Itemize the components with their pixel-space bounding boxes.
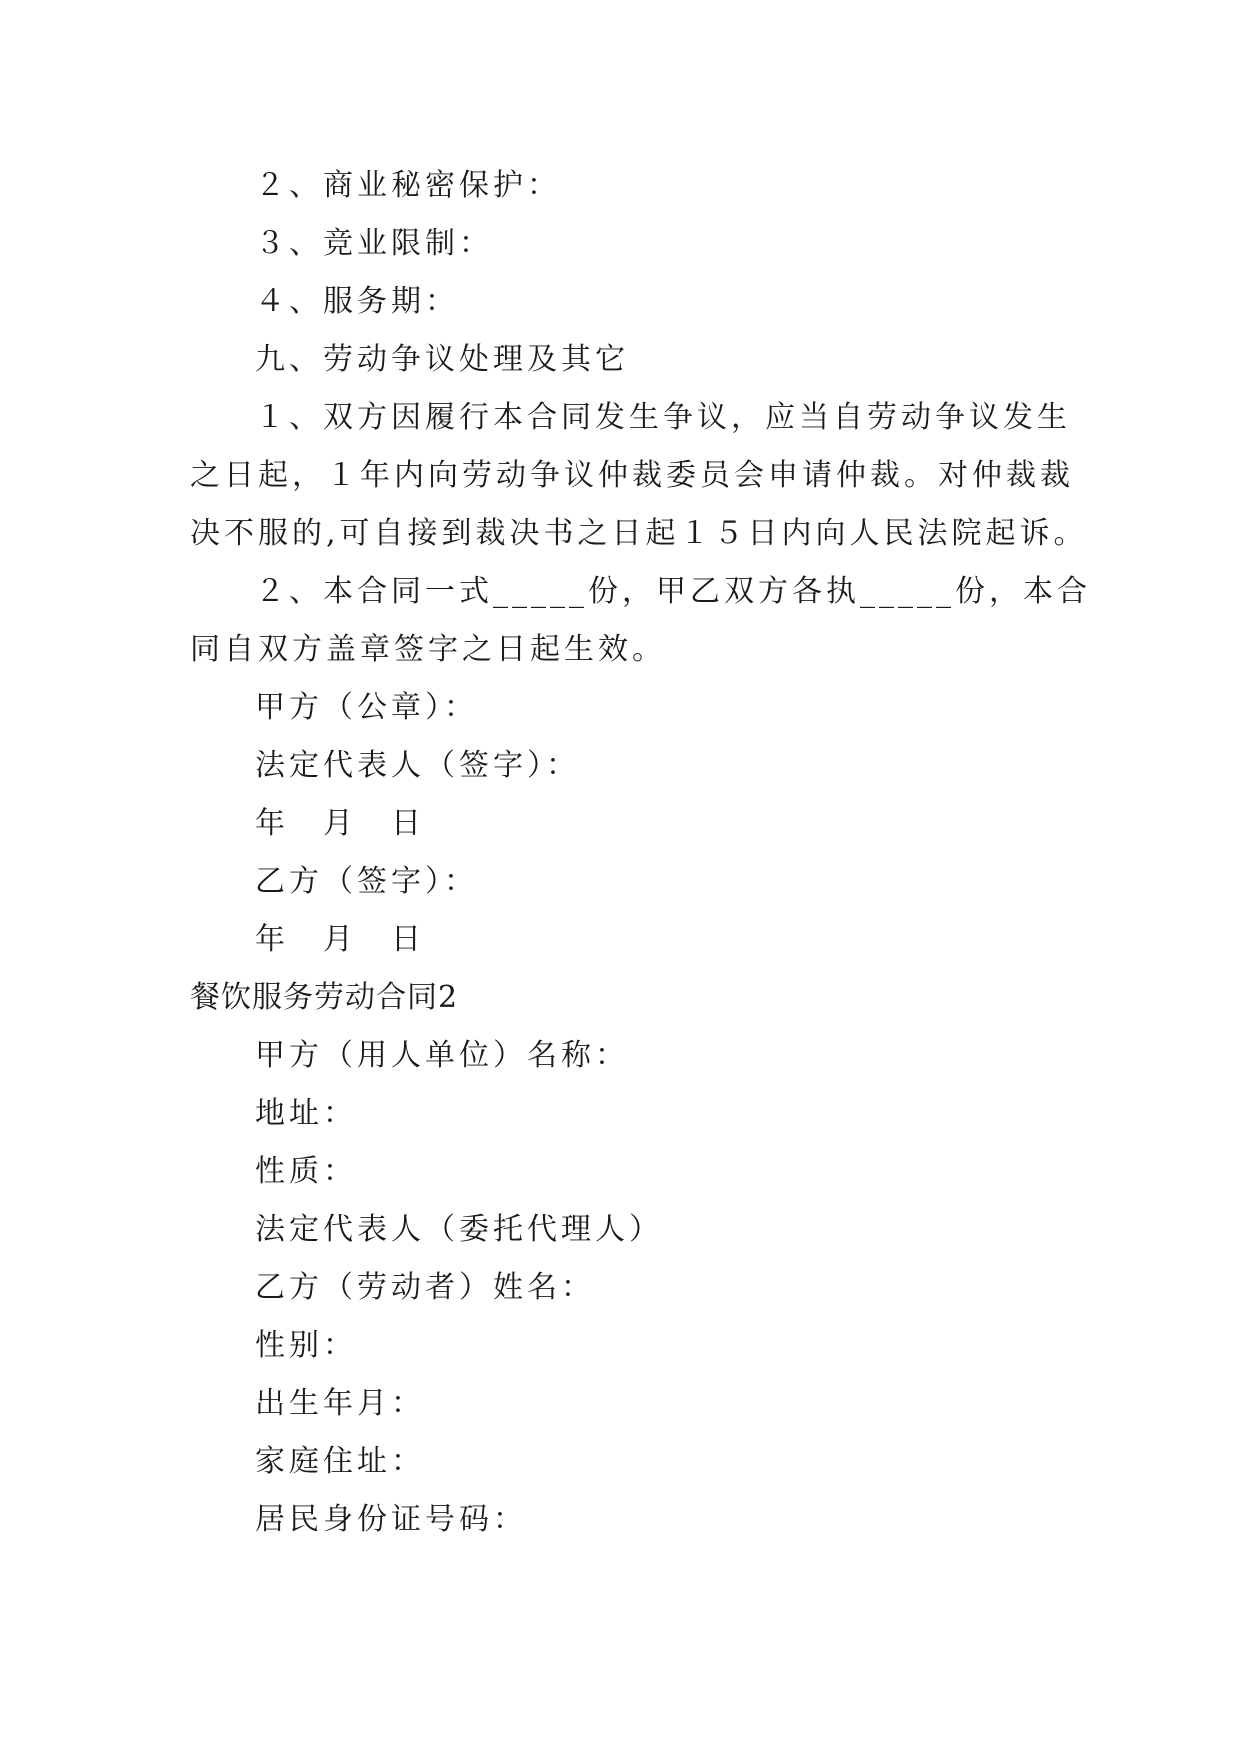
field-gender: 性别：	[255, 1328, 357, 1363]
signature-legal-representative: 法定代表人（签字）：	[255, 748, 580, 783]
paragraph-line: ２、本合同一式_____份，甲乙双方各执_____份，本合	[255, 574, 1091, 609]
field-birth-date: 出生年月：	[255, 1386, 425, 1421]
signature-date: 年 月 日	[255, 922, 425, 957]
signature-party-a-seal: 甲方（公章）：	[255, 690, 478, 725]
field-nature: 性质：	[255, 1154, 357, 1189]
paragraph-line: １、双方因履行本合同发生争议，应当自劳动争议发生	[255, 400, 1071, 435]
paragraph-line: 同自双方盖章签字之日起生效。	[190, 632, 666, 667]
section-title: 餐饮服务劳动合同2	[190, 980, 459, 1015]
field-legal-representative: 法定代表人（委托代理人）	[255, 1212, 663, 1247]
field-employee-name: 乙方（劳动者）姓名：	[255, 1270, 595, 1305]
field-employer-name: 甲方（用人单位）名称：	[255, 1038, 629, 1073]
section-heading-disputes: 九、劳动争议处理及其它	[255, 342, 629, 377]
item-non-compete: ３、竞业限制：	[255, 226, 493, 261]
field-address: 地址：	[255, 1096, 357, 1131]
field-id-number: 居民身份证号码：	[255, 1502, 527, 1537]
paragraph-line: 之日起，１年内向劳动争议仲裁委员会申请仲裁。对仲裁裁	[190, 458, 1074, 493]
item-trade-secret: ２、商业秘密保护：	[255, 168, 561, 203]
signature-party-b: 乙方（签字）：	[255, 864, 478, 899]
item-service-period: ４、服务期：	[255, 284, 459, 319]
paragraph-line: 决不服的,可自接到裁决书之日起１５日内向人民法院起诉。	[190, 516, 1088, 551]
signature-date: 年 月 日	[255, 806, 425, 841]
field-home-address: 家庭住址：	[255, 1444, 425, 1479]
